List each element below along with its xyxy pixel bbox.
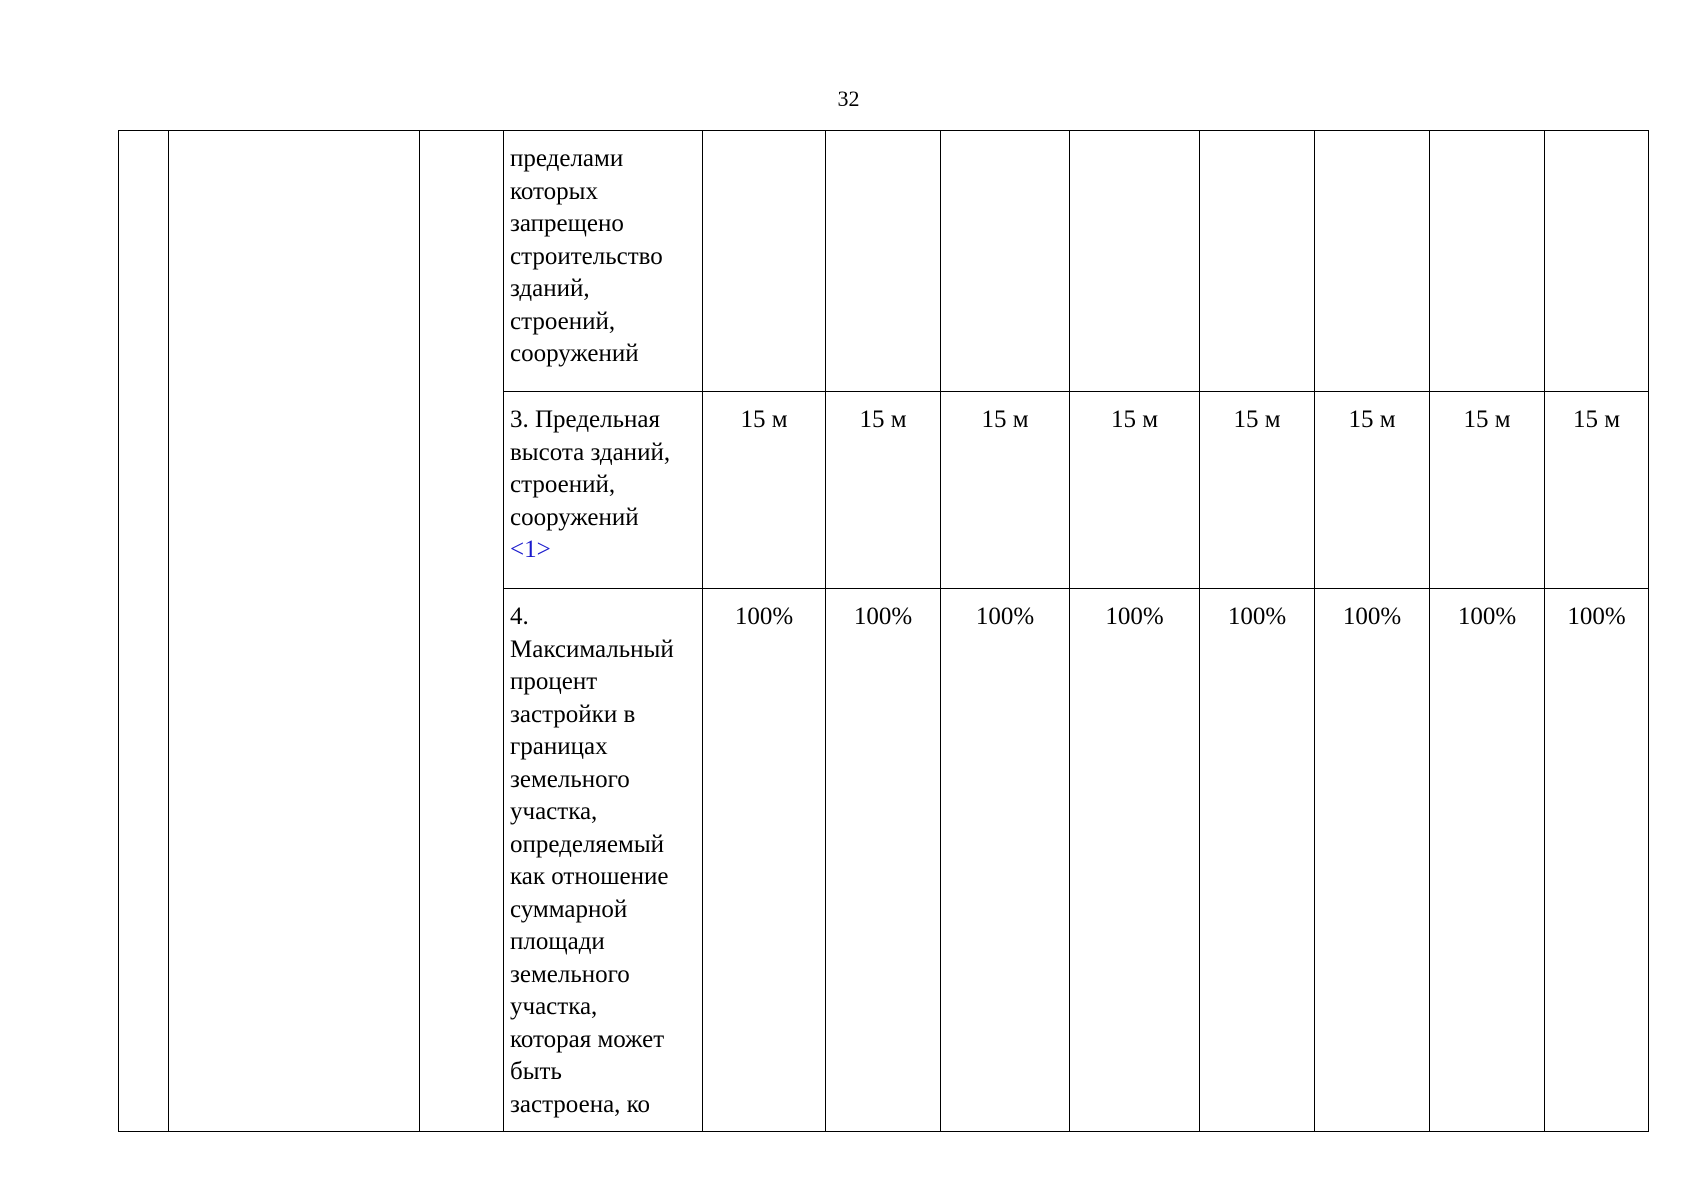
- regulations-table: [118, 130, 1649, 1132]
- value-cell: [826, 131, 941, 392]
- value-cell: [1430, 131, 1545, 392]
- value-cell: [703, 131, 826, 392]
- value-cell: 100%: [1070, 589, 1200, 1132]
- value-cell: 15 м: [1070, 392, 1200, 589]
- value-cell: 15 м: [703, 392, 826, 589]
- parameter-cell: [504, 131, 703, 392]
- zone-name-cell: [169, 131, 420, 1132]
- value-cell: 15 м: [826, 392, 941, 589]
- value-cell: 100%: [1200, 589, 1315, 1132]
- value-cell: 100%: [1545, 589, 1649, 1132]
- parameter-text: 4. Максимальный процент застройки в границах земельного участка, определяемый как отношение суммарной площади земельного участка, которая может быть застроена, ко: [510, 603, 674, 1118]
- footnote-link[interactable]: <1>: [510, 536, 551, 563]
- value-cell: 15 м: [1315, 392, 1430, 589]
- value-cell: [1545, 131, 1649, 392]
- number-cell: [119, 131, 169, 1132]
- parameter-text: пределами которых запрещено строительство зданий, строений, сооружений: [510, 145, 663, 367]
- value-cell: [1200, 131, 1315, 392]
- value-cell: 100%: [941, 589, 1070, 1132]
- value-cell: 15 м: [1430, 392, 1545, 589]
- value-cell: [1070, 131, 1200, 392]
- value-cell: [941, 131, 1070, 392]
- parameter-cell: [504, 589, 703, 1132]
- value-cell: 100%: [1430, 589, 1545, 1132]
- value-cell: 100%: [1315, 589, 1430, 1132]
- parameter-cell: [504, 392, 703, 589]
- zone-code-cell: [420, 131, 504, 1132]
- value-cell: 100%: [826, 589, 941, 1132]
- parameter-text: 3. Предельная высота зданий, строений, сооружений: [510, 406, 671, 531]
- value-cell: 15 м: [1200, 392, 1315, 589]
- value-cell: 100%: [703, 589, 826, 1132]
- table-row: [119, 131, 1649, 392]
- value-cell: 15 м: [941, 392, 1070, 589]
- value-cell: [1315, 131, 1430, 392]
- value-cell: 15 м: [1545, 392, 1649, 589]
- page-number: 32: [837, 86, 860, 111]
